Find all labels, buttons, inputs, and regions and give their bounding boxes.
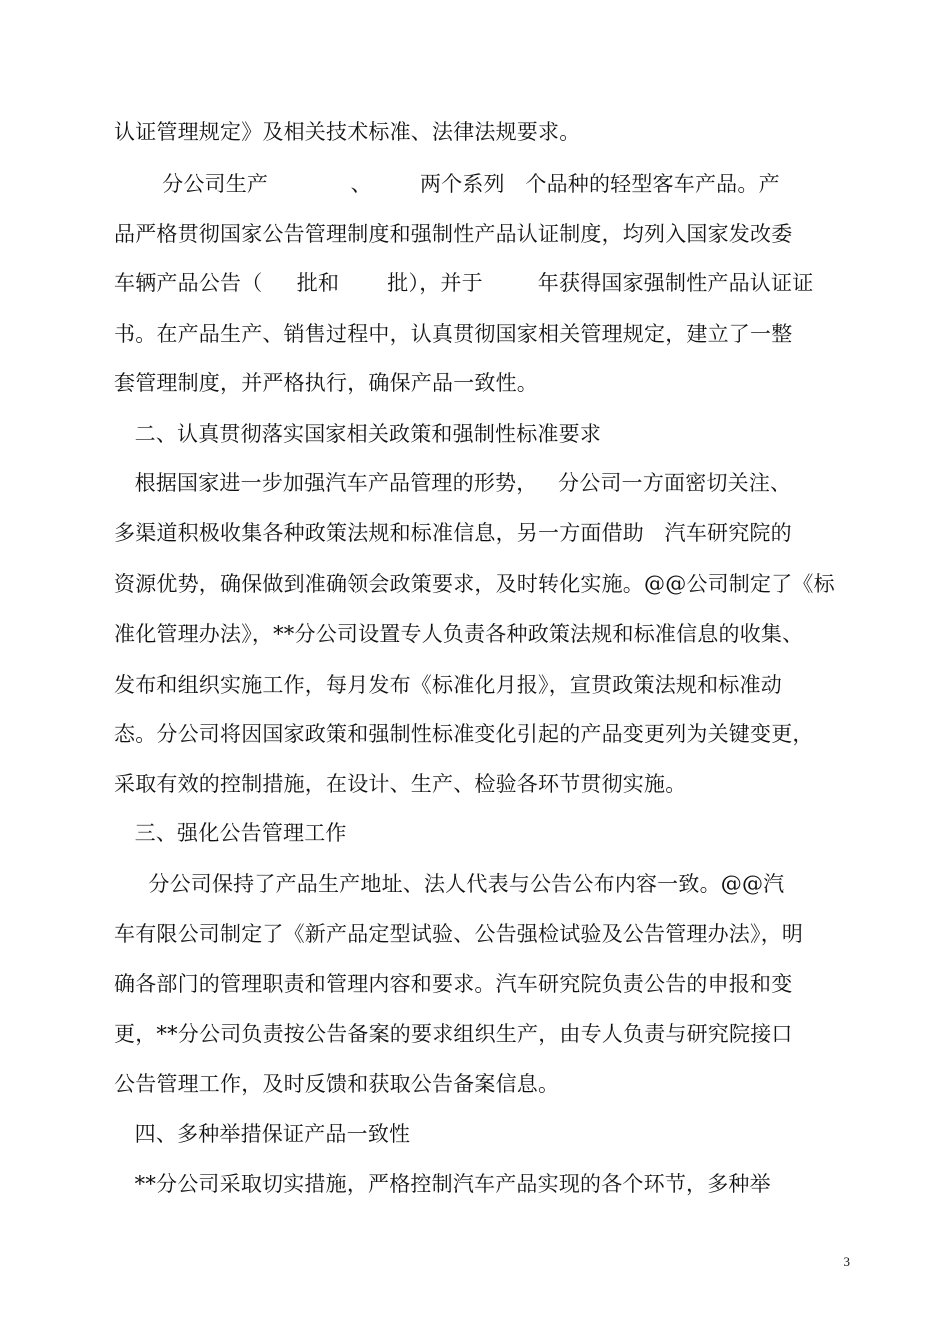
text-line-11: 准化管理办法》，**分公司设置专人负责各种政策法规和标准信息的收集、 [114, 622, 804, 646]
text-line-19: 更，**分公司负责按公告备案的要求组织生产，由专人负责与研究院接口 [114, 1022, 793, 1046]
text-line-17: 车有限公司制定了《新产品定型试验、公告强检试验及公告管理办法》，明 [114, 922, 804, 946]
text-line-22: **分公司采取切实措施，严格控制汽车产品实现的各个环节，多种举 [114, 1172, 771, 1196]
text-line-14: 采取有效的控制措施，在设计、生产、检验各环节贯彻实施。 [114, 772, 687, 796]
section-heading-4: 四、多种举措保证产品一致性 [114, 1122, 411, 1146]
text-line-10: 资源优势，确保做到准确领会政策要求，及时转化实施。@@公司制定了《标 [114, 572, 835, 596]
text-line-1: 认证管理规定》及相关技术标准、法律法规要求。 [114, 120, 581, 144]
text-line-18: 确各部门的管理职责和管理内容和要求。汽车研究院负责公告的申报和变 [114, 972, 793, 996]
text-line-12: 发布和组织实施工作，每月发布《标准化月报》，宣贯政策法规和标准动 [114, 673, 782, 697]
text-line-4: 车辆产品公告（ 批和 批），并于 年获得国家强制性产品认证证 [114, 271, 814, 295]
text-line-8: 根据国家进一步加强汽车产品管理的形势， 分公司一方面密切关注、 [114, 471, 792, 495]
text-line-3: 品严格贯彻国家公告管理制度和强制性产品认证制度，均列入国家发改委 [114, 222, 793, 246]
page-number: 3 [843, 1254, 850, 1269]
text-line-6: 套管理制度，并严格执行，确保产品一致性。 [114, 371, 538, 395]
text-line-16: 分公司保持了产品生产地址、法人代表与公告公布内容一致。@@汽 [114, 872, 785, 896]
text-line-2: 分公司生产 、 两个系列 个品种的轻型客车产品。产 [114, 172, 780, 196]
section-heading-3: 三、强化公告管理工作 [114, 821, 347, 845]
text-line-5: 书。在产品生产、销售过程中，认真贯彻国家相关管理规定，建立了一整 [114, 322, 793, 346]
text-line-13: 态。分公司将因国家政策和强制性标准变化引起的产品变更列为关键变更， [114, 722, 814, 746]
text-line-20: 公告管理工作，及时反馈和获取公告备案信息。 [114, 1072, 560, 1096]
section-heading-2: 二、认真贯彻落实国家相关政策和强制性标准要求 [114, 422, 602, 446]
text-line-9: 多渠道积极收集各种政策法规和标准信息，另一方面借助 汽车研究院的 [114, 521, 792, 545]
